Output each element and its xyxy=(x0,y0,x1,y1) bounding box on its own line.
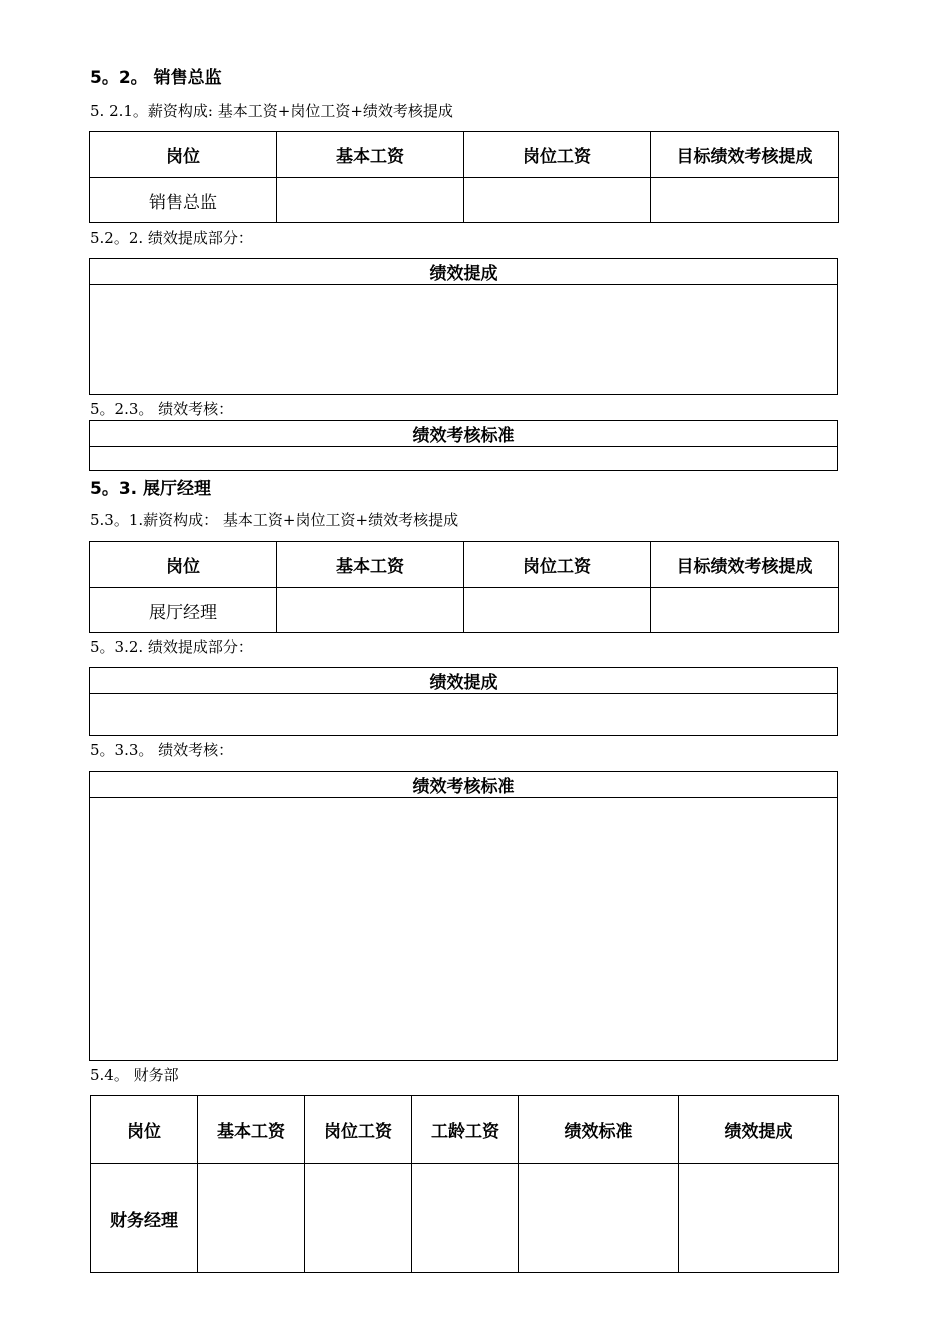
commission-box-title: 绩效提成 xyxy=(90,259,838,285)
commission-box-body xyxy=(90,285,838,395)
header-base-salary: 基本工资 xyxy=(198,1096,305,1164)
header-position: 岗位 xyxy=(91,1096,198,1164)
header-position-salary: 岗位工资 xyxy=(464,132,651,178)
cell-position-salary xyxy=(305,1164,412,1273)
assessment-box-title: 绩效考核标准 xyxy=(90,421,838,447)
section-5-3-3-paragraph: 5。3.3。 绩效考核： xyxy=(90,741,234,759)
assessment-box-body xyxy=(90,798,838,1061)
cell-base-salary xyxy=(277,178,464,223)
cell-base-salary xyxy=(198,1164,305,1273)
commission-box-title: 绩效提成 xyxy=(90,668,838,694)
cell-performance-standard xyxy=(519,1164,679,1273)
header-position: 岗位 xyxy=(90,542,277,588)
cell-performance-commission xyxy=(651,588,839,633)
section-5-3-1-paragraph: 5.3。1.薪资构成： 基本工资+岗位工资+绩效考核提成 xyxy=(90,511,459,529)
sales-assessment-box xyxy=(89,420,838,471)
header-performance-commission: 目标绩效考核提成 xyxy=(651,132,839,178)
cell-position-salary xyxy=(464,588,651,633)
cell-position-finance-manager: 财务经理 xyxy=(91,1164,198,1273)
cell-base-salary xyxy=(277,588,464,633)
header-seniority-salary: 工龄工资 xyxy=(412,1096,519,1164)
finance-salary-table xyxy=(90,1095,839,1273)
section-5-2-3-paragraph: 5。2.3。 绩效考核： xyxy=(90,400,234,418)
header-performance-standard: 绩效标准 xyxy=(519,1096,679,1164)
assessment-box-title: 绩效考核标准 xyxy=(90,772,838,798)
cell-position-salary xyxy=(464,178,651,223)
showroom-assessment-box xyxy=(89,771,838,1061)
section-5-2-2-paragraph: 5.2。2. 绩效提成部分： xyxy=(90,229,253,247)
section-5-3-2-paragraph: 5。3.2. 绩效提成部分： xyxy=(90,638,253,656)
cell-position-showroom-manager: 展厅经理 xyxy=(90,588,277,633)
cell-performance-commission xyxy=(679,1164,839,1273)
assessment-box-body xyxy=(90,447,838,471)
header-position-salary: 岗位工资 xyxy=(305,1096,412,1164)
sales-director-salary-table xyxy=(89,131,839,223)
showroom-manager-salary-table xyxy=(89,541,839,633)
section-5-3-heading: 5。3. 展厅经理 xyxy=(90,479,212,499)
header-performance-commission: 绩效提成 xyxy=(679,1096,839,1164)
section-5-2-1-paragraph: 5. 2.1。薪资构成: 基本工资+岗位工资+绩效考核提成 xyxy=(90,102,453,120)
cell-position-sales-director: 销售总监 xyxy=(90,178,277,223)
header-position-salary: 岗位工资 xyxy=(464,542,651,588)
header-base-salary: 基本工资 xyxy=(277,542,464,588)
section-5-2-heading: 5。2。 销售总监 xyxy=(90,68,222,88)
header-base-salary: 基本工资 xyxy=(277,132,464,178)
sales-commission-box xyxy=(89,258,838,395)
header-performance-commission: 目标绩效考核提成 xyxy=(651,542,839,588)
cell-seniority-salary xyxy=(412,1164,519,1273)
commission-box-body xyxy=(90,694,838,736)
cell-performance-commission xyxy=(651,178,839,223)
showroom-commission-box xyxy=(89,667,838,736)
section-5-4-heading: 5.4。 财务部 xyxy=(90,1066,179,1084)
header-position: 岗位 xyxy=(90,132,277,178)
